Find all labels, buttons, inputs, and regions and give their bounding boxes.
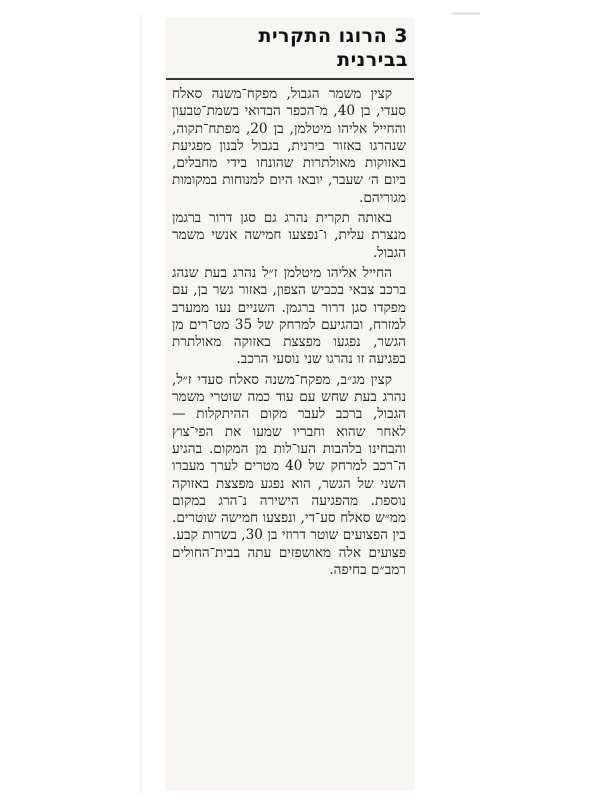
article-paragraph-4: קצין מג״ב, מפקח־משנה סאלח סעדי ז״ל, נהרג בעת שחש עם עוד כמה שוטרי משמר הגבול, ברכב לעבר מקום ההיתקלות — לאחר שהוא וחבריו שמעו את הפי־צוץ והבחינו בלהבות העו־לות מן המקום. בהגיע ה־רכב למרחק של 40 מטרים לערך מעברו השני של הגשר, הוא נפגע מפצצת באזוקה נוספת. מהפגיעה הישירה נ־הרג במקום ממ״ש סאלח סע־די, ונפצעו חמישה שוטרים. בין הפצועים שוטר דרוזי בן 30, בשרות קבע. פצועים אלה מאושפזים עתה בבית־החולים רמב״ם בחיפה. — [172, 371, 406, 579]
headline-rule — [166, 78, 414, 80]
article-paragraph-2: באותה תקרית נהרג גם סגן דרור ברגמן מנצרת עלית, ו־נפצעו חמישה אנשי משמר הגבול. — [172, 210, 406, 261]
headline-line-1: 3 הרוגו התקרית — [258, 25, 408, 47]
article-paragraph-3: החייל אליהו מיטלמן ז״ל נהרג בעת שנהג ברכב צבאי בכביש הצפון, באזור גשר בן, עם מפקדו סגן דרור ברגמן. השניים נעו ממערב למזרח, ובהגיעם למרחק של 35 מט־רים מן הגשר, נפגעו מפצצת באזוקה מאולתרת בפגיעה זו נהרגו שני נוסעי הרכב. — [172, 264, 406, 368]
newspaper-clipping — [166, 18, 414, 790]
article-body — [166, 86, 414, 579]
article-paragraph-1: קצין משמר הגבול, מפקח־משנה סאלח סעדי, בן 40, מ־הכפר הבדואי בשמת־טבעון והחייל אליהו מיטלמן, בן 20, מפתח־תקוה, שנהרגו באזור בירנית, בגבול לבנון מפגיעת באזוקות מאולתרות שהונחו בידי מחבלים, ביום ה׳ שעבר, יובאו היום למנוחות במקומות מגוריהם. — [172, 86, 406, 206]
scan-smudge — [452, 12, 480, 15]
scan-edge-shadow — [140, 14, 142, 794]
headline — [166, 18, 414, 72]
headline-line-2: בבירנית — [337, 49, 408, 71]
